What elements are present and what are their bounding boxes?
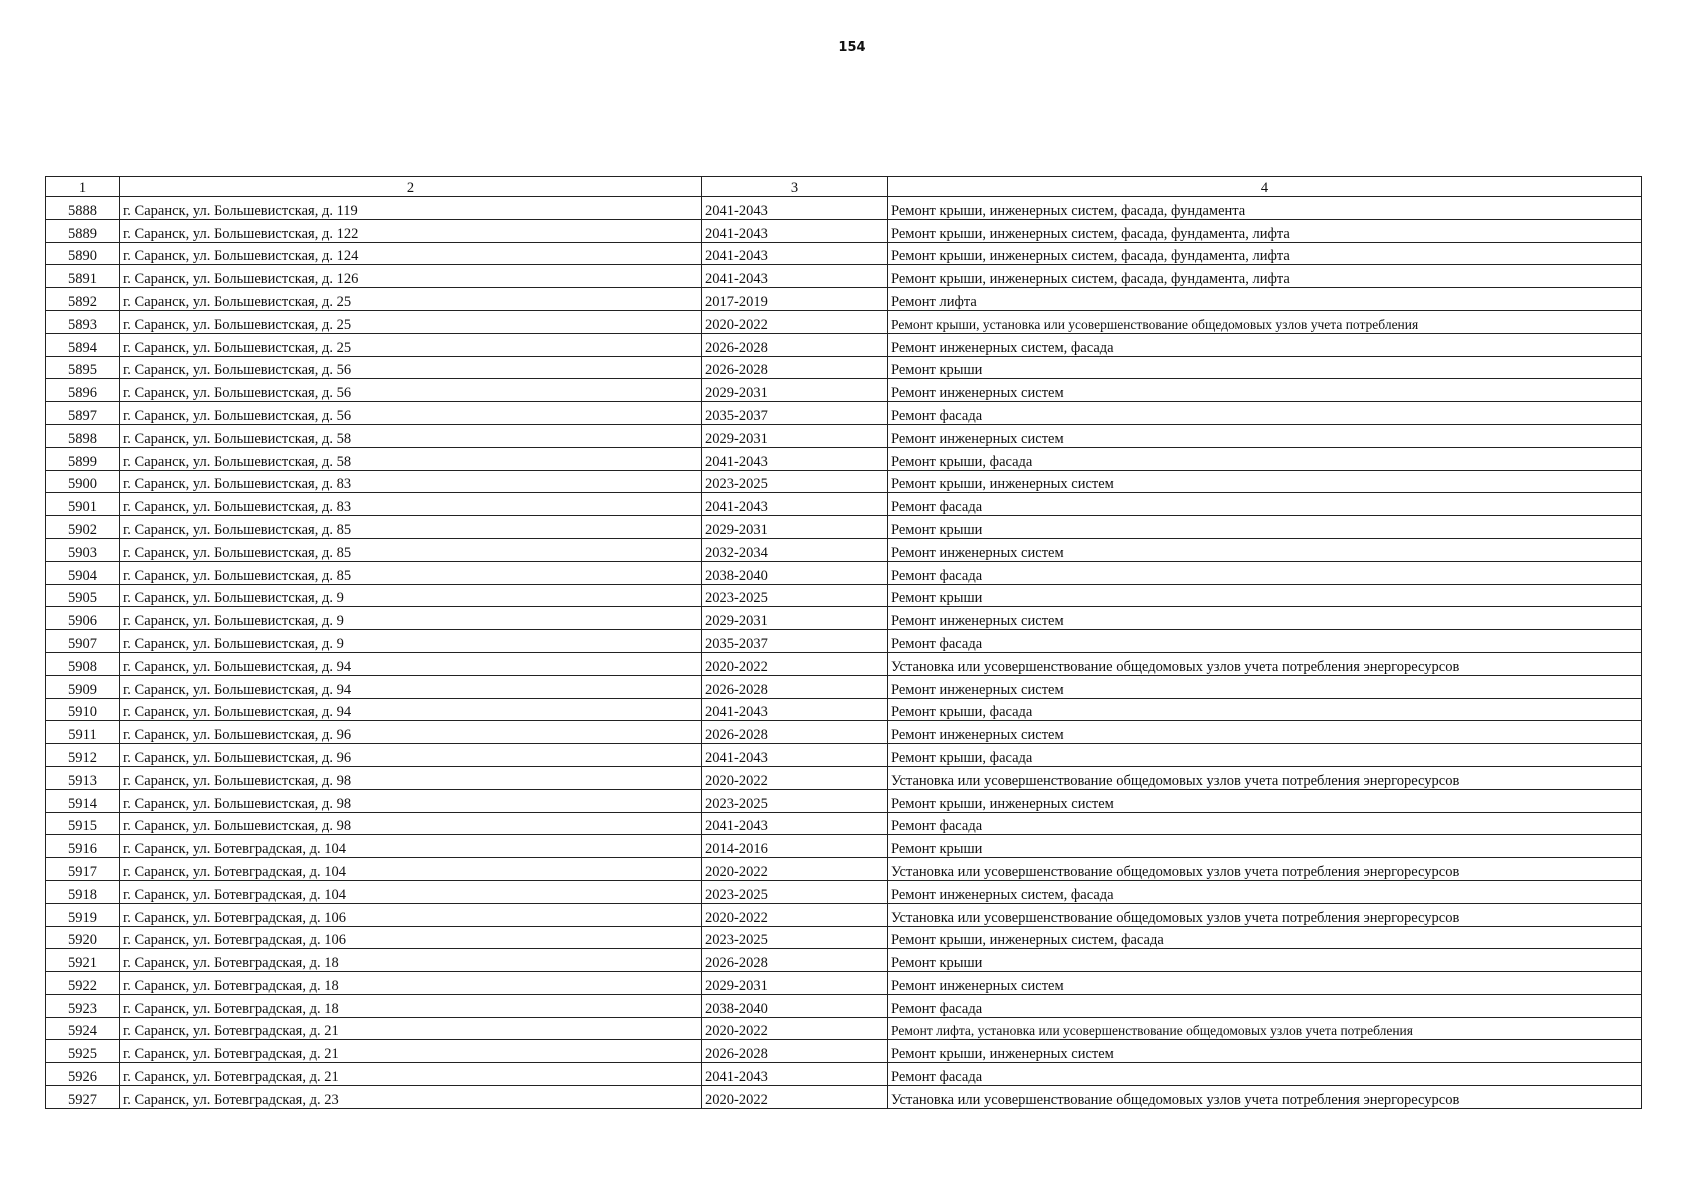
page-number: 154 bbox=[838, 40, 866, 55]
period-cell: 2017-2019 bbox=[702, 288, 888, 311]
table-row bbox=[46, 1017, 1642, 1040]
table-row bbox=[46, 424, 1642, 447]
period-cell: 2020-2022 bbox=[702, 1017, 888, 1040]
table-row bbox=[46, 447, 1642, 470]
period-cell: 2023-2025 bbox=[702, 584, 888, 607]
column-header: 4 bbox=[888, 177, 1642, 197]
row-number-cell: 5926 bbox=[46, 1063, 120, 1086]
row-number-cell: 5898 bbox=[46, 424, 120, 447]
address-cell: г. Саранск, ул. Ботевградская, д. 18 bbox=[120, 994, 702, 1017]
row-number-cell: 5893 bbox=[46, 310, 120, 333]
row-number-cell: 5889 bbox=[46, 219, 120, 242]
address-cell: г. Саранск, ул. Ботевградская, д. 18 bbox=[120, 949, 702, 972]
table-row bbox=[46, 310, 1642, 333]
row-number-cell: 5917 bbox=[46, 858, 120, 881]
work-type-cell: Ремонт фасада bbox=[888, 561, 1642, 584]
period-cell: 2041-2043 bbox=[702, 1063, 888, 1086]
address-cell: г. Саранск, ул. Большевистская, д. 25 bbox=[120, 288, 702, 311]
period-cell: 2035-2037 bbox=[702, 630, 888, 653]
table-row bbox=[46, 812, 1642, 835]
period-cell: 2026-2028 bbox=[702, 1040, 888, 1063]
period-cell: 2020-2022 bbox=[702, 903, 888, 926]
row-number-cell: 5896 bbox=[46, 379, 120, 402]
row-number-cell: 5914 bbox=[46, 789, 120, 812]
period-cell: 2026-2028 bbox=[702, 721, 888, 744]
row-number-cell: 5910 bbox=[46, 698, 120, 721]
row-number-cell: 5911 bbox=[46, 721, 120, 744]
address-cell: г. Саранск, ул. Большевистская, д. 126 bbox=[120, 265, 702, 288]
row-number-cell: 5916 bbox=[46, 835, 120, 858]
work-type-cell: Ремонт крыши bbox=[888, 949, 1642, 972]
period-cell: 2029-2031 bbox=[702, 972, 888, 995]
row-number-cell: 5922 bbox=[46, 972, 120, 995]
work-type-cell: Ремонт инженерных систем bbox=[888, 675, 1642, 698]
column-header: 3 bbox=[702, 177, 888, 197]
table-row bbox=[46, 835, 1642, 858]
table-row bbox=[46, 288, 1642, 311]
period-cell: 2026-2028 bbox=[702, 949, 888, 972]
address-cell: г. Саранск, ул. Большевистская, д. 98 bbox=[120, 812, 702, 835]
address-cell: г. Саранск, ул. Большевистская, д. 98 bbox=[120, 789, 702, 812]
row-number-cell: 5920 bbox=[46, 926, 120, 949]
address-cell: г. Саранск, ул. Большевистская, д. 122 bbox=[120, 219, 702, 242]
address-cell: г. Саранск, ул. Большевистская, д. 56 bbox=[120, 379, 702, 402]
table-row bbox=[46, 630, 1642, 653]
period-cell: 2029-2031 bbox=[702, 379, 888, 402]
work-type-cell: Ремонт инженерных систем bbox=[888, 538, 1642, 561]
table-row bbox=[46, 242, 1642, 265]
row-number-cell: 5919 bbox=[46, 903, 120, 926]
address-cell: г. Саранск, ул. Большевистская, д. 94 bbox=[120, 652, 702, 675]
row-number-cell: 5907 bbox=[46, 630, 120, 653]
work-type-cell: Ремонт крыши, инженерных систем, фасада, фундамента bbox=[888, 197, 1642, 220]
period-cell: 2038-2040 bbox=[702, 994, 888, 1017]
period-cell: 2020-2022 bbox=[702, 1086, 888, 1109]
period-cell: 2026-2028 bbox=[702, 356, 888, 379]
work-type-cell: Ремонт крыши, инженерных систем, фасада, фундамента, лифта bbox=[888, 219, 1642, 242]
address-cell: г. Саранск, ул. Большевистская, д. 56 bbox=[120, 356, 702, 379]
period-cell: 2023-2025 bbox=[702, 880, 888, 903]
table-row bbox=[46, 516, 1642, 539]
work-type-cell: Ремонт крыши bbox=[888, 516, 1642, 539]
table-row bbox=[46, 493, 1642, 516]
table-row bbox=[46, 1086, 1642, 1109]
address-cell: г. Саранск, ул. Ботевградская, д. 21 bbox=[120, 1040, 702, 1063]
period-cell: 2014-2016 bbox=[702, 835, 888, 858]
row-number-cell: 5908 bbox=[46, 652, 120, 675]
table-row bbox=[46, 698, 1642, 721]
work-type-cell: Ремонт крыши, инженерных систем, фасада, фундамента, лифта bbox=[888, 242, 1642, 265]
address-cell: г. Саранск, ул. Большевистская, д. 25 bbox=[120, 333, 702, 356]
work-type-cell: Ремонт крыши, инженерных систем, фасада bbox=[888, 926, 1642, 949]
address-cell: г. Саранск, ул. Большевистская, д. 56 bbox=[120, 402, 702, 425]
table-row bbox=[46, 356, 1642, 379]
address-cell: г. Саранск, ул. Большевистская, д. 25 bbox=[120, 310, 702, 333]
table-row bbox=[46, 766, 1642, 789]
address-cell: г. Саранск, ул. Ботевградская, д. 21 bbox=[120, 1063, 702, 1086]
work-type-cell: Ремонт крыши, установка или усовершенствование общедомовых узлов учета потребления bbox=[888, 310, 1642, 333]
address-cell: г. Саранск, ул. Ботевградская, д. 104 bbox=[120, 880, 702, 903]
table-row bbox=[46, 333, 1642, 356]
work-type-cell: Ремонт фасада bbox=[888, 630, 1642, 653]
work-type-cell: Ремонт крыши, инженерных систем, фасада, фундамента, лифта bbox=[888, 265, 1642, 288]
address-cell: г. Саранск, ул. Ботевградская, д. 104 bbox=[120, 858, 702, 881]
table-row bbox=[46, 584, 1642, 607]
address-cell: г. Саранск, ул. Большевистская, д. 119 bbox=[120, 197, 702, 220]
column-header: 1 bbox=[46, 177, 120, 197]
table-row bbox=[46, 994, 1642, 1017]
table-row bbox=[46, 675, 1642, 698]
work-type-cell: Ремонт крыши, инженерных систем bbox=[888, 789, 1642, 812]
row-number-cell: 5915 bbox=[46, 812, 120, 835]
work-type-cell: Ремонт инженерных систем bbox=[888, 607, 1642, 630]
table-row bbox=[46, 470, 1642, 493]
period-cell: 2041-2043 bbox=[702, 265, 888, 288]
table-row bbox=[46, 721, 1642, 744]
work-type-cell: Ремонт лифта bbox=[888, 288, 1642, 311]
period-cell: 2035-2037 bbox=[702, 402, 888, 425]
row-number-cell: 5899 bbox=[46, 447, 120, 470]
period-cell: 2029-2031 bbox=[702, 424, 888, 447]
table-row bbox=[46, 972, 1642, 995]
address-cell: г. Саранск, ул. Ботевградская, д. 21 bbox=[120, 1017, 702, 1040]
work-type-cell: Установка или усовершенствование общедомовых узлов учета потребления энергоресурсов bbox=[888, 903, 1642, 926]
row-number-cell: 5901 bbox=[46, 493, 120, 516]
row-number-cell: 5895 bbox=[46, 356, 120, 379]
row-number-cell: 5923 bbox=[46, 994, 120, 1017]
period-cell: 2041-2043 bbox=[702, 242, 888, 265]
table-row bbox=[46, 1063, 1642, 1086]
period-cell: 2041-2043 bbox=[702, 493, 888, 516]
table-row bbox=[46, 607, 1642, 630]
row-number-cell: 5888 bbox=[46, 197, 120, 220]
row-number-cell: 5894 bbox=[46, 333, 120, 356]
row-number-cell: 5897 bbox=[46, 402, 120, 425]
work-type-cell: Ремонт фасада bbox=[888, 1063, 1642, 1086]
work-type-cell: Ремонт крыши, фасада bbox=[888, 698, 1642, 721]
table-row bbox=[46, 538, 1642, 561]
row-number-cell: 5900 bbox=[46, 470, 120, 493]
table-body bbox=[46, 197, 1642, 1109]
work-type-cell: Ремонт инженерных систем, фасада bbox=[888, 333, 1642, 356]
work-type-cell: Установка или усовершенствование общедомовых узлов учета потребления энергоресурсов bbox=[888, 1086, 1642, 1109]
address-cell: г. Саранск, ул. Большевистская, д. 85 bbox=[120, 561, 702, 584]
work-type-cell: Ремонт инженерных систем bbox=[888, 972, 1642, 995]
row-number-cell: 5892 bbox=[46, 288, 120, 311]
table-row bbox=[46, 903, 1642, 926]
row-number-cell: 5909 bbox=[46, 675, 120, 698]
table-row bbox=[46, 652, 1642, 675]
row-number-cell: 5924 bbox=[46, 1017, 120, 1040]
row-number-cell: 5918 bbox=[46, 880, 120, 903]
period-cell: 2029-2031 bbox=[702, 516, 888, 539]
work-type-cell: Установка или усовершенствование общедомовых узлов учета потребления энергоресурсов bbox=[888, 652, 1642, 675]
address-cell: г. Саранск, ул. Большевистская, д. 98 bbox=[120, 766, 702, 789]
row-number-cell: 5904 bbox=[46, 561, 120, 584]
work-type-cell: Ремонт инженерных систем bbox=[888, 721, 1642, 744]
column-header: 2 bbox=[120, 177, 702, 197]
period-cell: 2026-2028 bbox=[702, 675, 888, 698]
table-row bbox=[46, 744, 1642, 767]
row-number-cell: 5925 bbox=[46, 1040, 120, 1063]
address-cell: г. Саранск, ул. Большевистская, д. 85 bbox=[120, 516, 702, 539]
row-number-cell: 5912 bbox=[46, 744, 120, 767]
work-type-cell: Ремонт крыши, фасада bbox=[888, 744, 1642, 767]
work-type-cell: Ремонт крыши, фасада bbox=[888, 447, 1642, 470]
table-row bbox=[46, 219, 1642, 242]
table-row bbox=[46, 949, 1642, 972]
period-cell: 2041-2043 bbox=[702, 744, 888, 767]
table-row bbox=[46, 265, 1642, 288]
period-cell: 2020-2022 bbox=[702, 652, 888, 675]
period-cell: 2023-2025 bbox=[702, 926, 888, 949]
work-type-cell: Ремонт фасада bbox=[888, 812, 1642, 835]
period-cell: 2041-2043 bbox=[702, 197, 888, 220]
row-number-cell: 5903 bbox=[46, 538, 120, 561]
address-cell: г. Саранск, ул. Большевистская, д. 124 bbox=[120, 242, 702, 265]
period-cell: 2023-2025 bbox=[702, 470, 888, 493]
row-number-cell: 5921 bbox=[46, 949, 120, 972]
table-row bbox=[46, 561, 1642, 584]
address-cell: г. Саранск, ул. Большевистская, д. 58 bbox=[120, 447, 702, 470]
period-cell: 2020-2022 bbox=[702, 310, 888, 333]
period-cell: 2029-2031 bbox=[702, 607, 888, 630]
period-cell: 2041-2043 bbox=[702, 447, 888, 470]
row-number-cell: 5905 bbox=[46, 584, 120, 607]
work-type-cell: Ремонт инженерных систем bbox=[888, 424, 1642, 447]
address-cell: г. Саранск, ул. Ботевградская, д. 18 bbox=[120, 972, 702, 995]
table-row bbox=[46, 1040, 1642, 1063]
work-type-cell: Ремонт фасада bbox=[888, 493, 1642, 516]
work-type-cell: Ремонт крыши, инженерных систем bbox=[888, 1040, 1642, 1063]
period-cell: 2041-2043 bbox=[702, 812, 888, 835]
work-type-cell: Установка или усовершенствование общедомовых узлов учета потребления энергоресурсов bbox=[888, 766, 1642, 789]
address-cell: г. Саранск, ул. Ботевградская, д. 104 bbox=[120, 835, 702, 858]
period-cell: 2032-2034 bbox=[702, 538, 888, 561]
capital-repair-table bbox=[45, 176, 1642, 1109]
work-type-cell: Ремонт фасада bbox=[888, 402, 1642, 425]
address-cell: г. Саранск, ул. Ботевградская, д. 106 bbox=[120, 903, 702, 926]
work-type-cell: Ремонт лифта, установка или усовершенствование общедомовых узлов учета потребления bbox=[888, 1017, 1642, 1040]
period-cell: 2020-2022 bbox=[702, 858, 888, 881]
address-cell: г. Саранск, ул. Большевистская, д. 83 bbox=[120, 470, 702, 493]
address-cell: г. Саранск, ул. Большевистская, д. 94 bbox=[120, 675, 702, 698]
period-cell: 2020-2022 bbox=[702, 766, 888, 789]
table-row bbox=[46, 858, 1642, 881]
work-type-cell: Установка или усовершенствование общедомовых узлов учета потребления энергоресурсов bbox=[888, 858, 1642, 881]
work-type-cell: Ремонт крыши bbox=[888, 356, 1642, 379]
period-cell: 2026-2028 bbox=[702, 333, 888, 356]
table-row bbox=[46, 379, 1642, 402]
table-row bbox=[46, 789, 1642, 812]
work-type-cell: Ремонт фасада bbox=[888, 994, 1642, 1017]
address-cell: г. Саранск, ул. Ботевградская, д. 106 bbox=[120, 926, 702, 949]
address-cell: г. Саранск, ул. Большевистская, д. 96 bbox=[120, 744, 702, 767]
period-cell: 2041-2043 bbox=[702, 219, 888, 242]
address-cell: г. Саранск, ул. Ботевградская, д. 23 bbox=[120, 1086, 702, 1109]
address-cell: г. Саранск, ул. Большевистская, д. 85 bbox=[120, 538, 702, 561]
row-number-cell: 5906 bbox=[46, 607, 120, 630]
period-cell: 2041-2043 bbox=[702, 698, 888, 721]
period-cell: 2023-2025 bbox=[702, 789, 888, 812]
row-number-cell: 5891 bbox=[46, 265, 120, 288]
column-header-row bbox=[46, 177, 1642, 197]
row-number-cell: 5913 bbox=[46, 766, 120, 789]
row-number-cell: 5890 bbox=[46, 242, 120, 265]
address-cell: г. Саранск, ул. Большевистская, д. 96 bbox=[120, 721, 702, 744]
address-cell: г. Саранск, ул. Большевистская, д. 9 bbox=[120, 607, 702, 630]
address-cell: г. Саранск, ул. Большевистская, д. 9 bbox=[120, 630, 702, 653]
table-row bbox=[46, 926, 1642, 949]
work-type-cell: Ремонт инженерных систем, фасада bbox=[888, 880, 1642, 903]
row-number-cell: 5927 bbox=[46, 1086, 120, 1109]
work-type-cell: Ремонт инженерных систем bbox=[888, 379, 1642, 402]
work-type-cell: Ремонт крыши bbox=[888, 835, 1642, 858]
address-cell: г. Саранск, ул. Большевистская, д. 58 bbox=[120, 424, 702, 447]
address-cell: г. Саранск, ул. Большевистская, д. 9 bbox=[120, 584, 702, 607]
table-row bbox=[46, 197, 1642, 220]
table-row bbox=[46, 880, 1642, 903]
address-cell: г. Саранск, ул. Большевистская, д. 94 bbox=[120, 698, 702, 721]
work-type-cell: Ремонт крыши, инженерных систем bbox=[888, 470, 1642, 493]
row-number-cell: 5902 bbox=[46, 516, 120, 539]
period-cell: 2038-2040 bbox=[702, 561, 888, 584]
address-cell: г. Саранск, ул. Большевистская, д. 83 bbox=[120, 493, 702, 516]
table-row bbox=[46, 402, 1642, 425]
work-type-cell: Ремонт крыши bbox=[888, 584, 1642, 607]
